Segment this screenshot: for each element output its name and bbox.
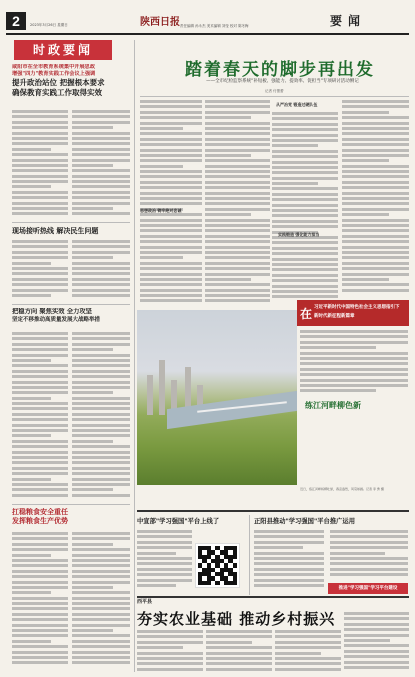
- column-divider: [134, 40, 135, 672]
- county-body-col-2: [206, 630, 272, 674]
- county-headline: 夯实农业基础 推动乡村振兴: [137, 610, 336, 628]
- left-headline-block-1: [12, 64, 132, 108]
- left-headline-1a: 咸阳市在全市教育系统集中开展思政: [12, 64, 96, 70]
- main-section-head-3: 实践锻造 强化能力担当: [278, 232, 320, 237]
- bottom-right-body-b: [330, 530, 408, 580]
- main-section-head-1: 思想政治 铸牢绝对忠诚: [140, 208, 182, 213]
- left-headline-block-4: [12, 508, 132, 530]
- main-body-col-1: [140, 100, 202, 305]
- bottom-left-body-a: [137, 530, 192, 592]
- main-headline: 踏着春天的脚步再出发: [185, 60, 375, 80]
- county-body-col-1: [137, 630, 203, 674]
- header-rule: [6, 33, 409, 35]
- left-body-3b: [72, 332, 130, 502]
- left-body-4b: [72, 532, 130, 672]
- left-divider-3: [12, 504, 130, 505]
- right-body-under-banner: [300, 330, 408, 395]
- bottom-right-headline: 正阳县推动"学习强国"平台推广运用: [254, 518, 356, 525]
- left-headline-1b: 增强"四力"教育实践工作会议上强调: [12, 71, 96, 77]
- main-section-head-2: 从严治党 锻造过硬队伍: [276, 102, 318, 107]
- left-divider-2: [12, 304, 130, 305]
- main-subheadline: ——全市纪检监察系统"补短板、强能力、提效率、促担当"专项研讨活动侧记: [206, 79, 359, 84]
- left-divider-1: [12, 222, 130, 223]
- bottom-left-headline: 中宣部"学习强国"平台上线了: [137, 518, 220, 525]
- bottom-right-body-a: [254, 530, 324, 594]
- left-headline-2: 现场接听热线 解决民生问题: [12, 227, 99, 235]
- banner-lead-char: 在: [300, 307, 313, 321]
- left-body-3a: [12, 332, 68, 502]
- column-tag: 时政要闻: [14, 40, 112, 60]
- bottom-section-rule: [137, 510, 409, 512]
- left-headline-1c: 提升政治站位 把握根本要求: [12, 78, 105, 87]
- photo-building: [147, 375, 153, 415]
- left-headline-3a: 把稳方向 聚焦实效 全力攻坚: [12, 308, 92, 315]
- banner-line-1: 习近平新时代中国特色社会主义思想指引下: [314, 305, 400, 310]
- left-body-1b: [72, 110, 130, 220]
- main-body-col-4: [342, 100, 409, 298]
- left-headline-3b: 坚定不移推动高质量发展大战略举措: [12, 317, 101, 323]
- section-name: 要闻: [330, 14, 367, 28]
- page-header: [0, 12, 415, 34]
- left-headline-4b: 发挥粮食生产优势: [12, 517, 68, 525]
- main-title-rule: [140, 96, 409, 97]
- left-headline-4a: 扛稳粮食安全重任: [12, 508, 68, 516]
- dateline: 2023年3月26日 星期日: [30, 23, 68, 27]
- xuexi-promo-button[interactable]: 推进"学习强国"学习平台建设: [328, 583, 408, 594]
- qr-code[interactable]: [195, 543, 240, 588]
- county-body-col-4: [344, 612, 409, 674]
- photo-caption: 练江河畔柳色新: [305, 401, 361, 410]
- left-body-2a: [12, 240, 68, 302]
- river-photo: [137, 310, 297, 485]
- county-section-rule: [137, 596, 409, 598]
- main-body-col-2: [205, 100, 270, 305]
- main-byline: 记者 付蕾蕾: [265, 89, 284, 93]
- paper-logo: 陕西日报: [140, 17, 180, 28]
- banner-line-2: 新时代新征程新篇章: [314, 314, 355, 319]
- bottom-column-divider: [249, 515, 250, 595]
- left-body-4a: [12, 532, 68, 672]
- page-number: 2: [6, 12, 26, 30]
- photo-building: [159, 360, 165, 415]
- county-body-col-3: [275, 630, 341, 674]
- county-label: 西平县: [137, 599, 153, 605]
- main-body-col-3: [272, 100, 338, 300]
- left-headline-block-3: [12, 308, 132, 330]
- left-body-2b: [72, 240, 130, 302]
- theme-banner: [297, 300, 409, 326]
- left-body-1a: [12, 110, 68, 220]
- photo-note: 近日，练江河畔杨柳吐绿，春意盎然，风景如画。记者 李 勇 摄: [300, 487, 384, 491]
- left-headline-1d: 确保教育实践工作取得实效: [12, 88, 102, 97]
- editors-line: 责任编辑 孙永杰 美术编辑 刘莹 校对 陈冬梅: [180, 24, 249, 28]
